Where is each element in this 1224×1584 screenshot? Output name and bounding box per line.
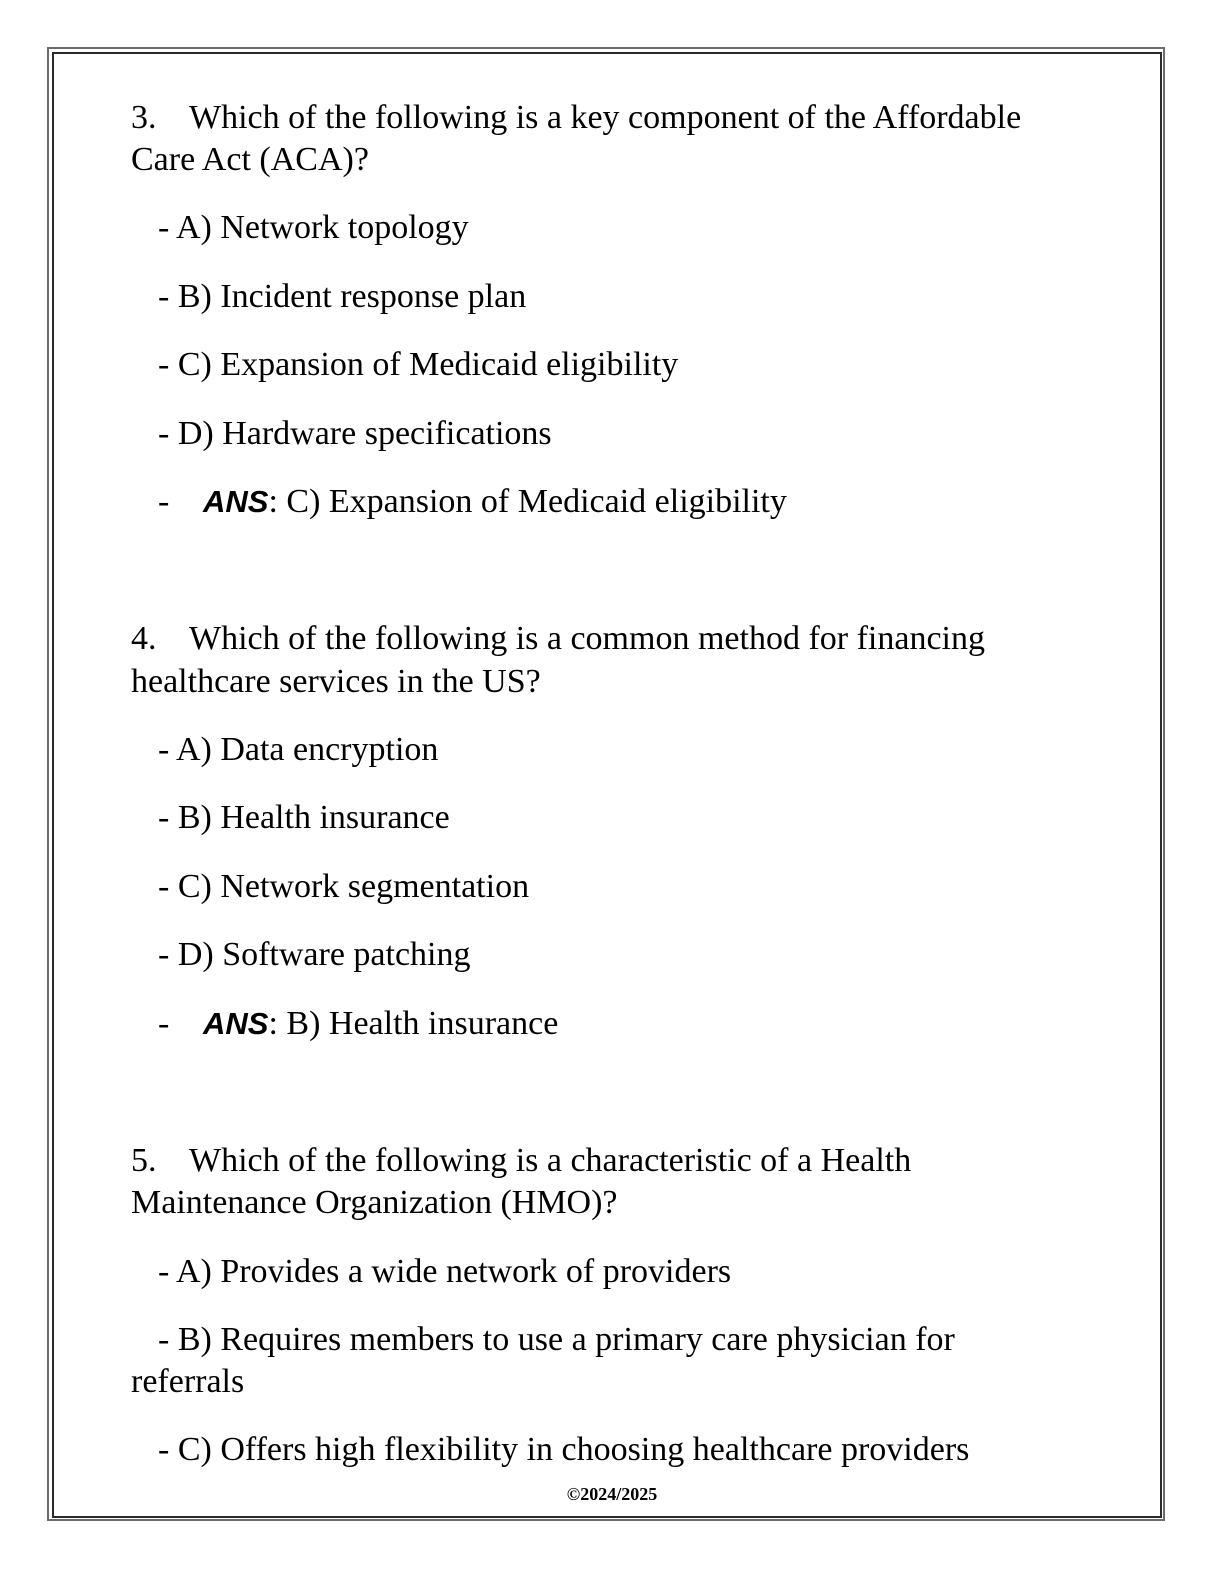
question-text: Which of the following is a common method for financing bbox=[189, 620, 985, 657]
answer-text: : B) Health insurance bbox=[268, 1005, 559, 1042]
question-4-answer bbox=[158, 1003, 558, 1045]
answer-bullet: - bbox=[158, 1005, 170, 1042]
question-4-option-b: - B) Health insurance bbox=[158, 799, 450, 836]
question-5-option-b-continued: referrals bbox=[131, 1363, 245, 1400]
question-text: Which of the following is a characteristic of a Health bbox=[189, 1142, 912, 1179]
copyright-footer: ©2024/2025 bbox=[566, 1484, 658, 1504]
question-number: 3. bbox=[131, 99, 157, 136]
question-number: 5. bbox=[131, 1142, 157, 1179]
answer-bullet: - bbox=[158, 483, 170, 520]
question-3-stem bbox=[131, 97, 1021, 139]
answer-label: ANS bbox=[203, 484, 269, 519]
question-3-answer bbox=[158, 481, 787, 523]
page-border-inner bbox=[52, 52, 1162, 1518]
question-5-option-b: - B) Requires members to use a primary care physician for bbox=[158, 1321, 955, 1358]
question-5-option-a: - A) Provides a wide network of providers bbox=[158, 1253, 732, 1290]
question-3-option-d: - D) Hardware specifications bbox=[158, 415, 552, 452]
question-4-stem bbox=[131, 618, 985, 660]
question-5-stem-continued: Maintenance Organization (HMO)? bbox=[131, 1184, 618, 1221]
question-number: 4. bbox=[131, 620, 157, 657]
answer-label: ANS bbox=[203, 1006, 269, 1041]
question-4-option-d: - D) Software patching bbox=[158, 936, 471, 973]
question-5-option-c: - C) Offers high flexibility in choosing healthcare providers bbox=[158, 1431, 970, 1468]
answer-text: : C) Expansion of Medicaid eligibility bbox=[268, 483, 787, 520]
question-text: Which of the following is a key component of the Affordable bbox=[189, 99, 1022, 136]
question-4-stem-continued: healthcare services in the US? bbox=[131, 663, 541, 700]
question-4-option-a: - A) Data encryption bbox=[158, 731, 439, 768]
question-3-option-c: - C) Expansion of Medicaid eligibility bbox=[158, 346, 679, 383]
question-3-stem-continued: Care Act (ACA)? bbox=[131, 141, 369, 178]
question-3-option-a: - A) Network topology bbox=[158, 209, 469, 246]
question-3-option-b: - B) Incident response plan bbox=[158, 278, 527, 315]
question-4-option-c: - C) Network segmentation bbox=[158, 868, 530, 905]
question-5-stem bbox=[131, 1140, 911, 1182]
